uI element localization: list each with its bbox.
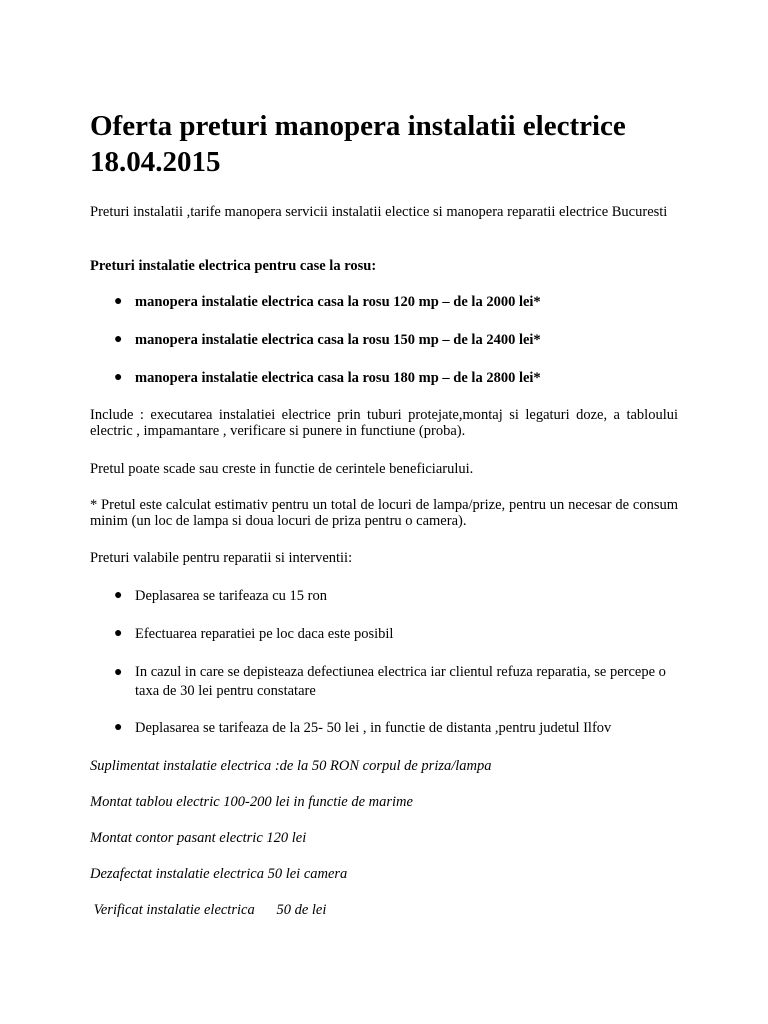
bullet-icon: ● [114,332,123,347]
page-title: Oferta preturi manopera instalatii electrice 18.04.2015 [90,110,626,178]
bullet-icon: ● [114,588,123,603]
repair-item-text: Deplasarea se tarifeaza de la 25- 50 lei , in functie de distanta ,pentru judetul Ilfov [135,720,612,736]
bullet-icon: ● [114,370,123,385]
house-price-text: manopera instalatie electrica casa la rosu 120 mp – de la 2000 lei* [135,294,541,310]
house-price-text: manopera instalatie electrica casa la rosu 150 mp – de la 2400 lei* [135,332,541,348]
repair-item-text: Deplasarea se tarifeaza cu 15 ron [135,588,328,604]
bullet-icon: ● [114,720,123,735]
estimate-note: * Pretul este calculat estimativ pentru un total de locuri de lampa/prize, pentru un necesar de consum minim (un loc de lampa si doua locuri de priza pentru o camera). [90,497,678,529]
repair-item [114,719,678,737]
section-heading-repairs: Preturi valabile pentru reparatii si interventii: [90,550,353,566]
house-price-item [114,331,678,349]
bullet-icon: ● [114,294,123,309]
repair-item-text: In cazul in care se depisteaza defectiunea electrica iar clientul refuza reparatia, se percepe o taxa de 30 lei pentru constatare [135,664,666,699]
house-price-text: manopera instalatie electrica casa la rosu 180 mp – de la 2800 lei* [135,370,541,386]
extra-service: Dezafectat instalatie electrica 50 lei camera [90,866,348,882]
section-heading-house: Preturi instalatie electrica pentru case la rosu: [90,258,377,274]
house-price-item [114,369,678,387]
repair-item [114,587,678,605]
intro-paragraph: Preturi instalatii ,tarife manopera servicii instalatii electice si manopera reparatii electrice Bucuresti [90,204,668,220]
extra-service: Verificat instalatie electrica 50 de lei [90,902,327,918]
repair-item-text: Efectuarea reparatiei pe loc daca este posibil [135,626,394,642]
extra-service: Suplimentat instalatie electrica :de la 50 RON corpul de priza/lampa [90,758,492,774]
house-price-item [114,293,678,311]
include-paragraph: Include : executarea instalatiei electrice prin tuburi protejate,montaj si legaturi doze, a tabloului electric , impamantare , verificare si punere in functiune (proba). [90,407,678,439]
extra-service: Montat tablou electric 100-200 lei in functie de marime [90,794,413,810]
bullet-icon: ● [114,626,123,641]
bullet-icon: ● [114,665,123,680]
price-note: Pretul poate scade sau creste in functie de cerintele beneficiarului. [90,461,474,477]
repair-item [114,625,678,643]
extra-service: Montat contor pasant electric 120 lei [90,830,307,846]
repair-item [114,663,678,701]
